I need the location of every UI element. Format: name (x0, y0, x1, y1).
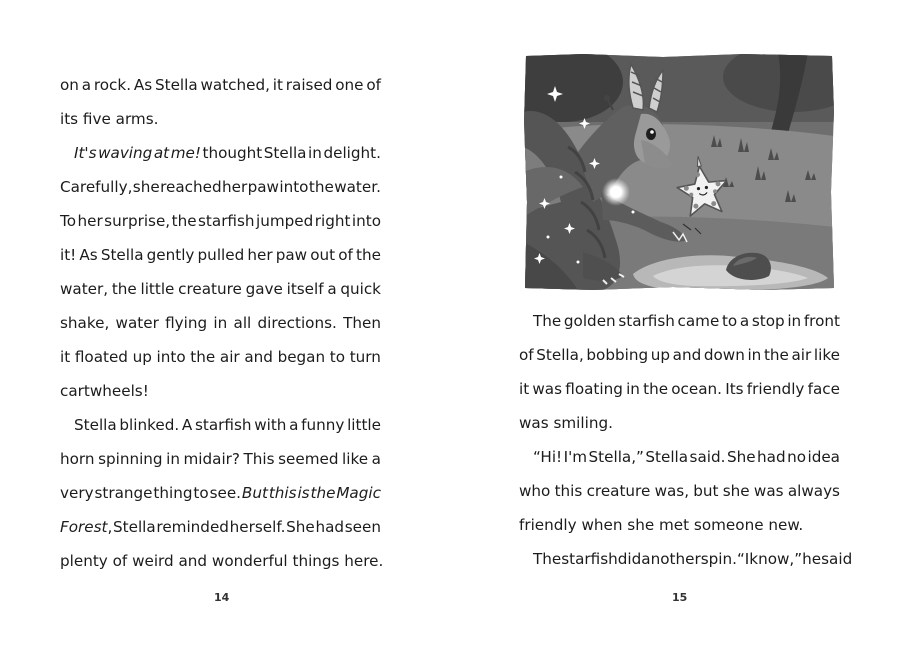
word: at (153, 144, 170, 162)
word: in (213, 314, 228, 332)
word: this (554, 482, 583, 500)
word: As (133, 76, 153, 94)
word: a (289, 416, 299, 434)
text-line (60, 313, 381, 333)
word: rock. (93, 76, 132, 94)
word: the (310, 484, 336, 502)
word: quick (340, 280, 381, 298)
word: it (60, 348, 71, 366)
word: thought (202, 144, 263, 162)
word: idea (807, 448, 840, 466)
word: paw (275, 246, 308, 264)
word: spinning (98, 450, 163, 468)
word: creature (178, 280, 242, 298)
word: who (519, 482, 551, 500)
word: into (279, 178, 309, 196)
word: no (787, 448, 806, 466)
word: her (247, 246, 273, 264)
word: it! (60, 246, 77, 264)
word: stop (751, 312, 785, 330)
text-line (60, 109, 158, 129)
word: in (747, 346, 762, 364)
word: seemed (278, 450, 339, 468)
word: had (315, 518, 345, 536)
text-line (519, 481, 840, 501)
word: Stella (263, 144, 307, 162)
text-line (74, 415, 381, 435)
word: a (371, 450, 381, 468)
dragon-and-starfish-illustration (523, 52, 835, 292)
word: friendly (746, 380, 805, 398)
word: he (802, 550, 822, 568)
word: did (617, 550, 642, 568)
word: Its (725, 380, 744, 398)
text-line (60, 75, 381, 95)
text-line (60, 347, 381, 367)
word: the (171, 212, 197, 230)
word: her (222, 178, 248, 196)
word: she (132, 178, 160, 196)
word: of (519, 346, 534, 364)
word: watched, (200, 76, 270, 94)
word: flying (165, 314, 208, 332)
word: I'm (563, 448, 588, 466)
word: thing (153, 484, 193, 502)
text-line (533, 549, 853, 569)
word: bobbing (586, 346, 649, 364)
word: It's (74, 144, 97, 162)
word: the (308, 178, 334, 196)
word: floating (565, 380, 623, 398)
word: Magic (336, 484, 381, 502)
word: paw (247, 178, 279, 196)
text-line (60, 449, 381, 469)
word: in (166, 450, 180, 468)
text-line (60, 211, 381, 231)
word: very (60, 484, 94, 502)
word: all (233, 314, 252, 332)
text-segment: was smiling. (519, 414, 613, 432)
word: itself (286, 280, 324, 298)
text-line (60, 245, 381, 265)
word: delight. (323, 144, 381, 162)
word: said (821, 550, 853, 568)
word: This (243, 450, 275, 468)
word: Stella, (536, 346, 584, 364)
word: Stella (645, 448, 689, 466)
word: golden (563, 312, 616, 330)
word: starfish (561, 550, 618, 568)
text-line (60, 381, 149, 401)
word: on (60, 76, 79, 94)
word: waving (98, 144, 153, 162)
word: was (753, 482, 784, 500)
word: said. (689, 448, 726, 466)
word: face (807, 380, 840, 398)
word: in (787, 312, 802, 330)
word: Stella (154, 76, 198, 94)
word: the (763, 346, 789, 364)
word: and (672, 346, 702, 364)
word: She (286, 518, 315, 536)
word: with (254, 416, 287, 434)
word: pulled (197, 246, 245, 264)
word: came (677, 312, 720, 330)
text-segment: its five arms. (60, 110, 159, 128)
word: see. (209, 484, 241, 502)
word: Then (343, 314, 381, 332)
text-line (60, 517, 381, 537)
word: a (81, 76, 92, 94)
text-line (60, 551, 383, 571)
word: Carefully, (60, 178, 133, 196)
word: directions. (257, 314, 337, 332)
word: shake, (60, 314, 110, 332)
word: to (721, 312, 738, 330)
word: it (519, 380, 530, 398)
word: The (533, 550, 562, 568)
word: into (351, 212, 381, 230)
word: in (626, 380, 640, 398)
word: To (60, 212, 76, 230)
word: she (722, 482, 750, 500)
word: was, (654, 482, 690, 500)
word: little (347, 416, 381, 434)
word: was (532, 380, 563, 398)
word: Stella (113, 518, 156, 536)
word: starfish (198, 212, 255, 230)
word: creature (586, 482, 651, 500)
word: began (277, 348, 326, 366)
word: right (314, 212, 351, 230)
word: Stella (74, 416, 117, 434)
word: strange (94, 484, 153, 502)
text-line (60, 279, 381, 299)
word: reached (160, 178, 222, 196)
word: But (241, 484, 268, 502)
word: up (132, 348, 152, 366)
text-segment: friendly when she met someone new. (519, 516, 804, 534)
word: out (310, 246, 336, 264)
word: one (335, 76, 364, 94)
word: horn (60, 450, 95, 468)
word: little (140, 280, 175, 298)
word: water (115, 314, 159, 332)
word: know,” (749, 550, 803, 568)
text-line (533, 447, 840, 467)
word: of (338, 246, 353, 264)
word: Stella,” (588, 448, 644, 466)
word: the (111, 280, 137, 298)
page-number: 15 (672, 591, 688, 604)
word: the (643, 380, 669, 398)
word: jumped (256, 212, 314, 230)
word: another (641, 550, 701, 568)
word: gently (146, 246, 195, 264)
word: water. (334, 178, 381, 196)
text-line (60, 483, 381, 503)
word: starfish (618, 312, 675, 330)
text-segment: cartwheels! (60, 382, 149, 400)
word: water, (60, 280, 109, 298)
word: funny (301, 416, 345, 434)
word: Stella (100, 246, 144, 264)
word: a (327, 280, 337, 298)
text-line (519, 515, 803, 535)
word: always (787, 482, 840, 500)
text-line (519, 345, 840, 365)
text-line (60, 177, 381, 197)
word: the (190, 348, 216, 366)
text-line (519, 413, 613, 433)
word: into (156, 348, 186, 366)
word: spin. (700, 550, 737, 568)
word: of (366, 76, 381, 94)
word: raised (285, 76, 333, 94)
word: like (813, 346, 840, 364)
word: herself. (229, 518, 286, 536)
word: like (342, 450, 369, 468)
word: up (650, 346, 671, 364)
text-segment: plenty of weird and wonderful things here. (60, 552, 384, 570)
word: to (193, 484, 209, 502)
word: air (219, 348, 240, 366)
word: down (703, 346, 745, 364)
page-number: 14 (214, 591, 230, 604)
word: “I (736, 550, 750, 568)
word: the (355, 246, 381, 264)
word: reminded (156, 518, 229, 536)
word: had (757, 448, 786, 466)
word: front (803, 312, 840, 330)
word: surprise, (104, 212, 171, 230)
text-line (533, 311, 840, 331)
word: Forest, (60, 518, 113, 536)
text-line (519, 379, 840, 399)
word: in (308, 144, 322, 162)
word: but (693, 482, 719, 500)
word: air (791, 346, 812, 364)
word: me! (170, 144, 201, 162)
word: gave (245, 280, 283, 298)
word: blinked. (119, 416, 180, 434)
word: ocean. (671, 380, 723, 398)
word: “Hi! (533, 448, 563, 466)
word: turn (349, 348, 381, 366)
word: seen (344, 518, 381, 536)
word: to (329, 348, 346, 366)
word: her (77, 212, 103, 230)
word: a (739, 312, 750, 330)
text-line (74, 143, 381, 163)
word: As (79, 246, 98, 264)
word: is (297, 484, 310, 502)
word: it (272, 76, 283, 94)
word: midair? (183, 450, 240, 468)
word: The (533, 312, 562, 330)
word: this (268, 484, 297, 502)
word: A (181, 416, 193, 434)
word: She (726, 448, 756, 466)
word: and (244, 348, 273, 366)
word: starfish (194, 416, 252, 434)
word: floated (74, 348, 128, 366)
